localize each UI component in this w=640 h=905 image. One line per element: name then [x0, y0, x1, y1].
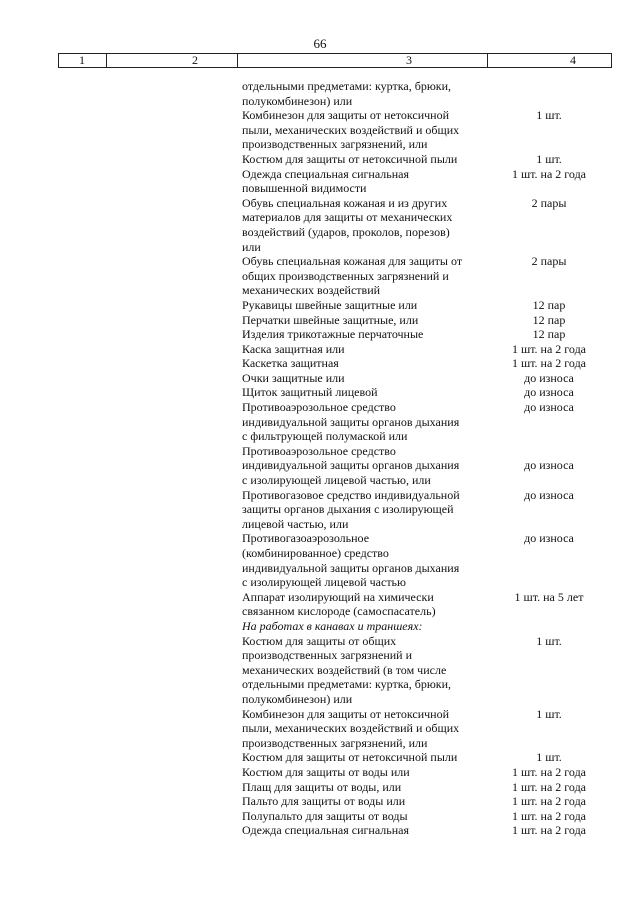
item-name: Изделия трикотажные перчаточные	[242, 327, 424, 342]
item-name: Пальто для защиты от воды или	[242, 794, 406, 809]
header-divider-1	[106, 53, 107, 67]
table-row	[0, 400, 640, 444]
table-row	[0, 79, 640, 108]
item-norm: 1 шт.	[536, 151, 562, 166]
item-norm: 1 шт. на 2 года	[511, 823, 587, 838]
item-norm: 1 шт. на 2 года	[511, 808, 587, 823]
item-norm: 1 шт. на 2 года	[511, 356, 587, 371]
item-name: Очки защитные или	[242, 370, 345, 385]
item-name: Комбинезон для защиты от нетоксичной пыли, механических воздействий и общих производственных загрязнений, или	[242, 108, 460, 152]
table-row	[0, 750, 640, 765]
section-heading: На работах в канавах и траншеях:	[242, 618, 423, 633]
header-border-right	[611, 53, 612, 67]
table-row	[0, 531, 640, 589]
item-norm: 1 шт. на 2 года	[511, 166, 587, 181]
table-row	[0, 634, 640, 707]
item-name: Противогазоаэрозольное (комбинированное) средство индивидуальной защиты органов дыхания с изолирующей лицевой частью	[242, 531, 460, 590]
item-name: Каскетка защитная	[242, 356, 339, 371]
header-col-1: 1	[79, 53, 85, 67]
header-col-4: 4	[570, 53, 576, 67]
item-norm: до износа	[524, 458, 574, 473]
item-name: Противогазовое средство индивидуальной защиты органов дыхания с изолирующей лицевой частью, или	[242, 487, 460, 531]
item-norm: 1 шт. на 2 года	[511, 341, 587, 356]
item-name: Противоаэрозольное средство индивидуальной защиты органов дыхания с изолирующей лицевой частью, или	[242, 443, 460, 488]
table-row	[0, 385, 640, 400]
item-norm: 1 шт. на 5 лет	[514, 589, 584, 604]
table-row	[0, 356, 640, 371]
table-row	[0, 313, 640, 328]
header-divider-3	[487, 53, 488, 67]
table-row	[0, 780, 640, 795]
item-norm: 2 пары	[531, 195, 567, 210]
item-norm: 1 шт.	[536, 750, 562, 765]
item-name: Аппарат изолирующий на химически связанном кислороде (самоспасатель)	[242, 589, 436, 619]
item-name: Щиток защитный лицевой	[242, 385, 378, 400]
table-row	[0, 254, 640, 298]
item-norm: 12 пар	[532, 312, 566, 327]
header-col-2: 2	[192, 53, 198, 67]
item-norm: 12 пар	[532, 327, 566, 342]
item-name: Противоаэрозольное средство индивидуальной защиты органов дыхания с фильтрующей полумаской или	[242, 400, 460, 444]
item-name: Полупальто для защиты от воды	[242, 808, 408, 823]
table-row	[0, 342, 640, 357]
item-norm: 12 пар	[532, 297, 566, 312]
table-row	[0, 794, 640, 809]
table-row	[0, 809, 640, 824]
item-name: Перчатки швейные защитные, или	[242, 312, 419, 327]
item-norm: 1 шт. на 2 года	[511, 764, 587, 779]
item-norm	[487, 619, 611, 634]
page-number: 66	[313, 36, 327, 51]
table-row	[0, 152, 640, 167]
item-norm: 2 пары	[531, 254, 567, 269]
item-name: Костюм для защиты от воды или	[242, 764, 410, 779]
table-row	[0, 823, 640, 838]
item-norm: до износа	[524, 370, 574, 385]
table-row	[0, 167, 640, 196]
item-norm: 1 шт.	[536, 706, 562, 721]
item-norm: до износа	[524, 385, 574, 400]
item-name: отдельными предметами: куртка, брюки, полукомбинезон) или	[242, 79, 452, 108]
item-name: Рукавицы швейные защитные или	[242, 297, 418, 312]
item-name: Обувь специальная кожаная для защиты от общих производственных загрязнений и механических воздействий	[242, 254, 463, 298]
item-norm: 1 шт.	[536, 108, 562, 123]
item-norm: 1 шт. на 2 года	[511, 794, 587, 809]
item-norm: до износа	[524, 487, 574, 502]
header-col-3: 3	[406, 53, 412, 67]
table-body	[0, 79, 640, 838]
table-row	[0, 590, 640, 619]
item-norm: 1 шт.	[536, 633, 562, 648]
item-norm: до износа	[524, 531, 574, 546]
item-name: Комбинезон для защиты от нетоксичной пыли, механических воздействий и общих производственных загрязнений, или	[242, 706, 460, 750]
item-norm: до износа	[524, 400, 574, 415]
table-row	[0, 765, 640, 780]
item-name: Плащ для защиты от воды, или	[242, 779, 402, 794]
table-row	[0, 108, 640, 152]
header-border-left	[58, 53, 59, 67]
item-name: Обувь специальная кожаная и из других материалов для защиты от механических воздействий (ударов, проколов, порезов) или	[242, 195, 453, 254]
item-norm: 1 шт. на 2 года	[511, 779, 587, 794]
table-row	[0, 298, 640, 313]
item-name: Костюм для защиты от нетоксичной пыли	[242, 151, 458, 166]
table-row	[0, 707, 640, 751]
item-name: Костюм для защиты от общих производственных загрязнений и механических воздействий (в том числе отдельными предметами: куртка, брюки, полукомбинезон) или	[242, 633, 452, 706]
table-header-row	[58, 53, 612, 68]
header-divider-2	[237, 53, 238, 67]
table-row	[0, 196, 640, 254]
table-row	[0, 444, 640, 488]
item-name: Каска защитная или	[242, 341, 345, 356]
item-name: Одежда специальная сигнальная повышенной видимости	[242, 166, 409, 196]
table-row	[0, 371, 640, 386]
table-row	[0, 488, 640, 532]
item-name: Костюм для защиты от нетоксичной пыли	[242, 750, 458, 765]
item-name: Одежда специальная сигнальная	[242, 823, 409, 838]
table-row	[0, 327, 640, 342]
table-row	[0, 619, 640, 634]
item-norm	[487, 79, 611, 108]
